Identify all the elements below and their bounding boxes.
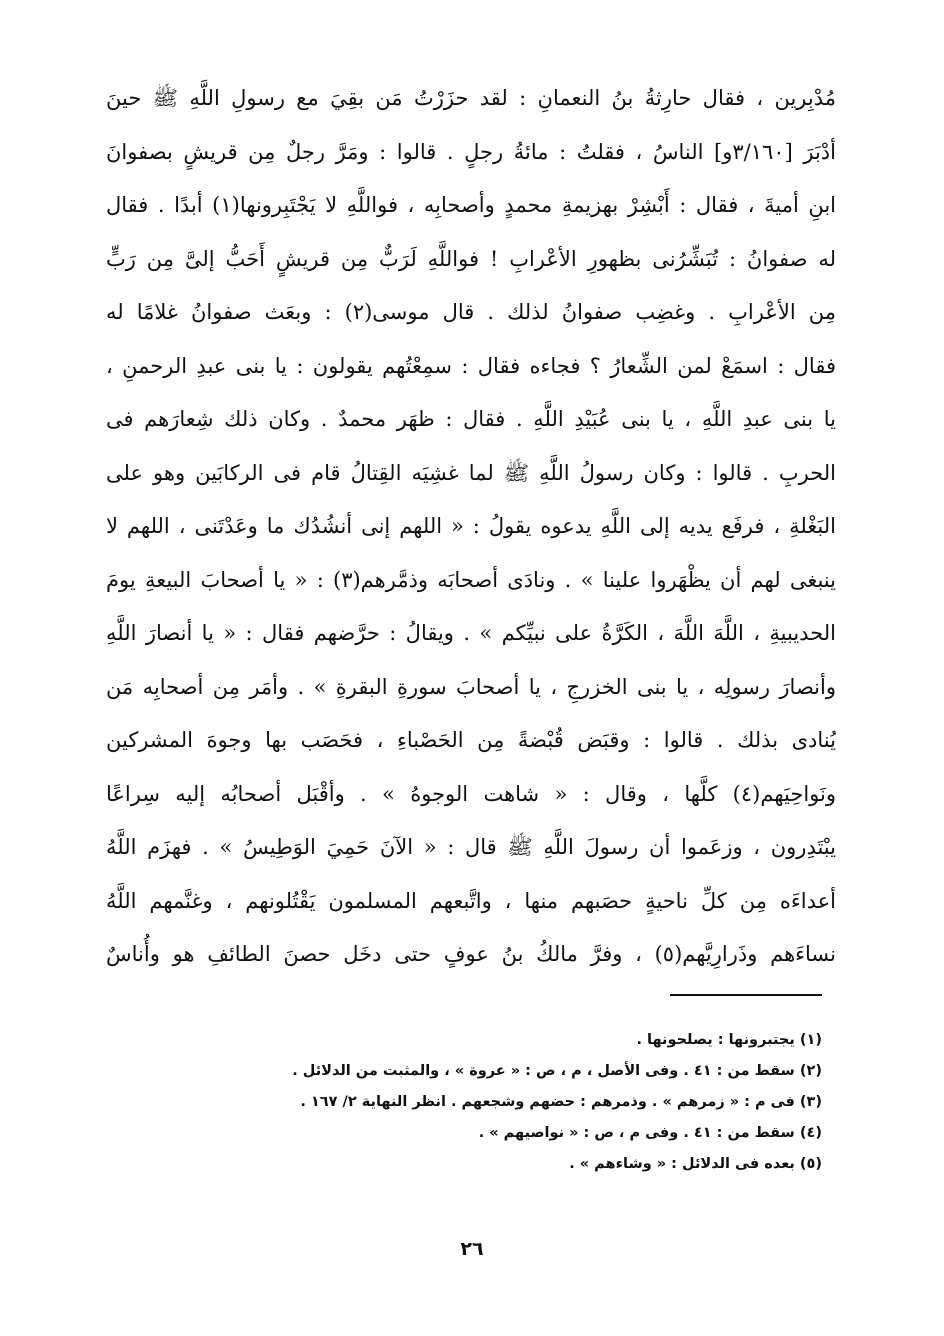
text-line: ونَواحِيَهم(٤) كلَّها ، وقال : « شاهت الوجوهُ » . وأقْبَل أصحابُه إليه سِراعًا xyxy=(106,781,836,806)
main-text xyxy=(106,72,836,982)
text-line: أدْبَرَ [٣/١٦٠و] الناسُ ، فقلتُ : مائةُ رجلٍ . قالوا : ومَرَّ رجلٌ مِن قريشٍ بصفوانَ xyxy=(106,139,836,164)
text-line: الحربِ . قالوا : وكان رسولُ اللَّهِ ﷺ لما غشِيَه القِتالُ قام فى الركابَين وهو على xyxy=(106,460,836,485)
text-line: البَغْلةِ ، فرفَع يديه إلى اللَّهِ يدعوه يقولُ : « اللهم إنى أنشُدُك ما وعَدْتَنى ، اللهم لا xyxy=(106,514,836,538)
footnote-separator xyxy=(670,994,822,996)
footnote-item: (٤) سقط من : ٤١ . وفى م ، ص : « نواصيهم » . xyxy=(478,1125,822,1141)
footnote-item: (٥) بعده فى الدلائل : « وشاءهم » . xyxy=(569,1156,822,1172)
text-line: فقال : اسمَعْ لمن الشِّعارُ ؟ فجاءه فقال : سمِعْتُهم يقولون : يا بنى عبدِ الرحمنِ ، xyxy=(106,353,836,378)
text-line: الحديبيةِ ، اللَّهَ اللَّهَ ، الكَرَّةُ على نبيِّكم » . ويقالُ : حرَّضهم فقال : « يا أنصارَ اللَّهِ xyxy=(106,621,836,645)
text-line: وأنصارَ رسولِه ، يا بنى الخزرجِ ، يا أصحابَ سورةِ البقرةِ » . وأمَر مِن أصحابِه مَن xyxy=(106,674,836,699)
text-line: يا بنى عبدِ اللَّهِ ، يا بنى عُبَيْدِ اللَّهِ . فقال : ظهَر محمدٌ . وكان ذلك شِعارَهم فى xyxy=(106,407,836,431)
text-line: يبْتَدِرون ، وزعَموا أن رسولَ اللَّهِ ﷺ قال : « الآنَ حَمِيَ الوَطِيسُ » . فهزَم اللَّهُ xyxy=(106,835,836,859)
text-line: مِن الأعْرابِ . وغضِب صفوانُ لذلك . قال موسى(٢) : وبعَث صفوانُ غلامًا له xyxy=(106,300,836,324)
footnote-item: (٣) فى م : « زمرهم » . وذمرهم : حضهم وشجعهم . انظر النهاية ٢/ ١٦٧ . xyxy=(300,1094,822,1110)
text-line: أعداءَه مِن كلِّ ناحيةٍ حصَبهم منها ، واتَّبعهم المسلمون يَقْتُلونهم ، وغنَّمهم اللَّهُ xyxy=(106,888,836,913)
text-line: نساءَهم وذَرارِيَّهم(٥) ، وفرَّ مالكُ بنُ عوفٍ حتى دخَل حصنَ الطائفِ هو وأُناسٌ xyxy=(106,942,836,966)
text-line: له صفوانُ : تُبَشِّرُنى بظهورِ الأعْرابِ ! فواللَّهِ لَرَبٌّ مِن قريشٍ أَحَبُّ إلىَّ مِن رَبٍّ xyxy=(106,246,836,271)
footnote-item: (١) يجتبرونها : يصلحونها . xyxy=(636,1032,822,1048)
text-line: ابنِ أميةَ ، فقال : أَبْشِرْ بهزيمةِ محمدٍ وأصحابِه ، فواللَّهِ لا يَجْتَبِرونها(١) أبدًا . فقال xyxy=(106,193,836,217)
text-line: ينبغى لهم أن يظْهَروا علينا » . ونادَى أصحابَه وذمَّرهم(٣) : « يا أصحابَ البيعةِ يومَ xyxy=(106,567,836,592)
text-line: يُنادى بذلك . قالوا : وقبَض قُبْضةً مِن الحَصْباءِ ، فحَصَب بها وجوهَ المشركين xyxy=(106,728,836,752)
page-number: ٢٦ xyxy=(460,1238,484,1260)
text-line: مُدْبِرين ، فقال حارِثةُ بنُ النعمانِ : لقد حزَرْتُ مَن بقِيَ مع رسولِ اللَّهِ ﷺ حينَ xyxy=(106,86,836,110)
footnote-item: (٢) سقط من : ٤١ . وفى الأصل ، م ، ص : « عروة » ، والمثبت من الدلائل . xyxy=(292,1063,822,1079)
footnotes xyxy=(202,1025,822,1180)
